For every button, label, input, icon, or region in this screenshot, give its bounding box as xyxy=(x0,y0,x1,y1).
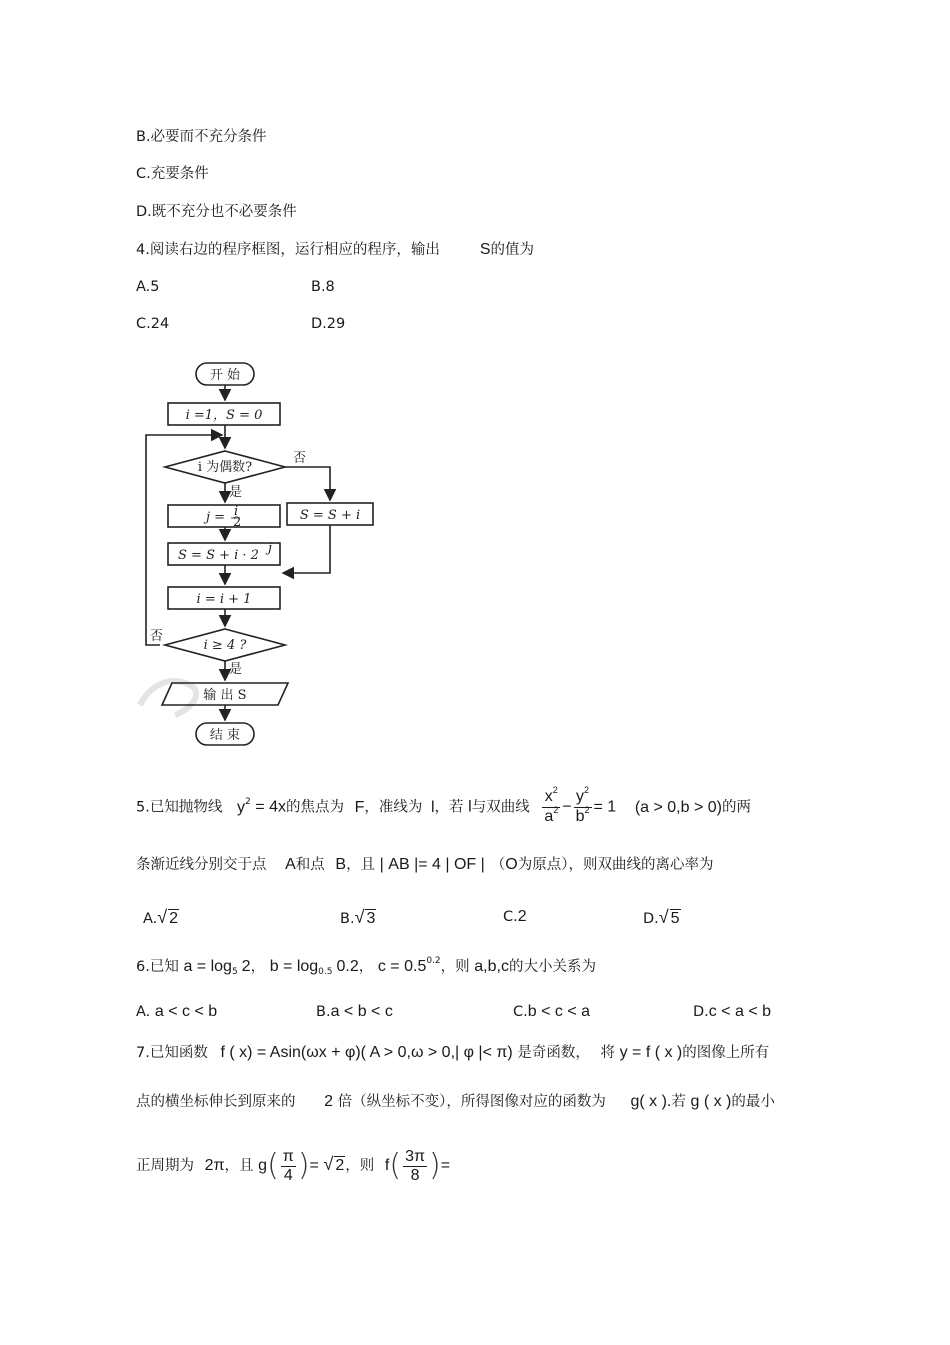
hyperbola-x-term: $\frac{x^2}{a^2}$ xyxy=(544,785,559,825)
stop-yes-label: 是 xyxy=(229,662,243,677)
pi-over-4: $\frac{\pi}{4}$ xyxy=(282,1147,294,1184)
even-sum-label: S = S + i · 2 xyxy=(178,548,259,563)
program-flowchart xyxy=(130,355,390,755)
q6-stem: 6.已知 $a = \log_5 2$， $b = \log_{0.5} 0.2$， $c = 0.5^{0.2}$，则 a,b,c的大小关系为 xyxy=(136,956,596,977)
watermark xyxy=(140,681,196,715)
q4-stem: 4.阅读右边的程序框图，运行相应的程序，输出 S的值为 xyxy=(136,241,535,258)
j-assign-den: 2 xyxy=(233,515,242,530)
q5-option-b: B.√ 3 xyxy=(340,907,376,927)
q3-option-c: C.充要条件 xyxy=(136,166,209,182)
q3-option-d: D.既不充分也不必要条件 xyxy=(136,204,297,220)
even-sum-exp: j xyxy=(268,541,273,556)
q7-stem-line3: 正周期为 2π，且 g( $\frac{\pi}{4}$ )= √ 2，则 f( $\frac{3\pi}{8}$ )= xyxy=(136,1147,451,1184)
init-label: i =1，S = 0 xyxy=(185,408,263,423)
hyperbola-y-term: $\frac{y^2}{b^2}$ xyxy=(575,785,590,825)
j-assign-label: j = xyxy=(206,510,226,525)
even-yes-label: 是 xyxy=(229,485,243,500)
q5-stem-line2: 条渐近线分别交于点 A和点 B，且 | AB |= 4 | OF | （O为原点），则双曲线的离心率为 xyxy=(136,856,714,873)
start-label: 开 始 xyxy=(209,368,241,383)
q6-option-b: B.a < b < c xyxy=(316,1003,393,1020)
increment-label: i = i + 1 xyxy=(196,592,252,607)
q7-stem-line1: 7.已知函数 f ( x) = Asin(ωx + φ)( A > 0,ω > 0,| φ |< π) 是奇函数， 将 y = f ( x )的图像上所有 xyxy=(136,1044,770,1061)
q5-option-d: D.√ 5 xyxy=(643,907,680,927)
q7-stem-line2: 点的横坐标伸长到原来的 2 倍（纵坐标不变），所得图像对应的函数为 g( x ).若 g ( x )的最小 xyxy=(136,1093,775,1110)
q6-option-d: D.c < a < b xyxy=(693,1003,772,1020)
end-label: 结 束 xyxy=(209,728,241,743)
j-assign-num: i xyxy=(234,504,239,519)
q6-option-c: C.b < c < a xyxy=(513,1003,590,1020)
three-pi-over-8: $\frac{3\pi}{8}$ xyxy=(405,1147,426,1184)
q5-option-a: A.√ 2 xyxy=(143,907,179,927)
stop-no-label: 否 xyxy=(150,629,164,644)
q4-option-d: D.29 xyxy=(311,316,346,332)
q4-option-b: B.8 xyxy=(311,279,335,295)
q5-stem-line1: 5.已知抛物线 $y^2 = 4x$的焦点为 F，准线为 l，若 l与双曲线 $\frac{x^2}{a^2}$ − $\frac{y^2}{b^2}$ = 1 (a > 0,b > 0)的两 xyxy=(136,785,751,825)
even-no-label: 否 xyxy=(293,451,307,466)
q3-option-b: B.必要而不充分条件 xyxy=(136,129,267,145)
output-label: 输 出 S xyxy=(203,688,247,703)
stop-check-label: i ≥ 4 ? xyxy=(203,638,247,653)
q5-option-c: C.2 xyxy=(503,908,527,925)
q6-option-a: A. a < c < b xyxy=(136,1003,218,1020)
even-check-label: i 为偶数? xyxy=(197,460,253,475)
q4-option-a: A.5 xyxy=(136,279,160,295)
odd-sum-label: S = S + i xyxy=(299,508,361,523)
q4-option-c: C.24 xyxy=(136,316,170,332)
